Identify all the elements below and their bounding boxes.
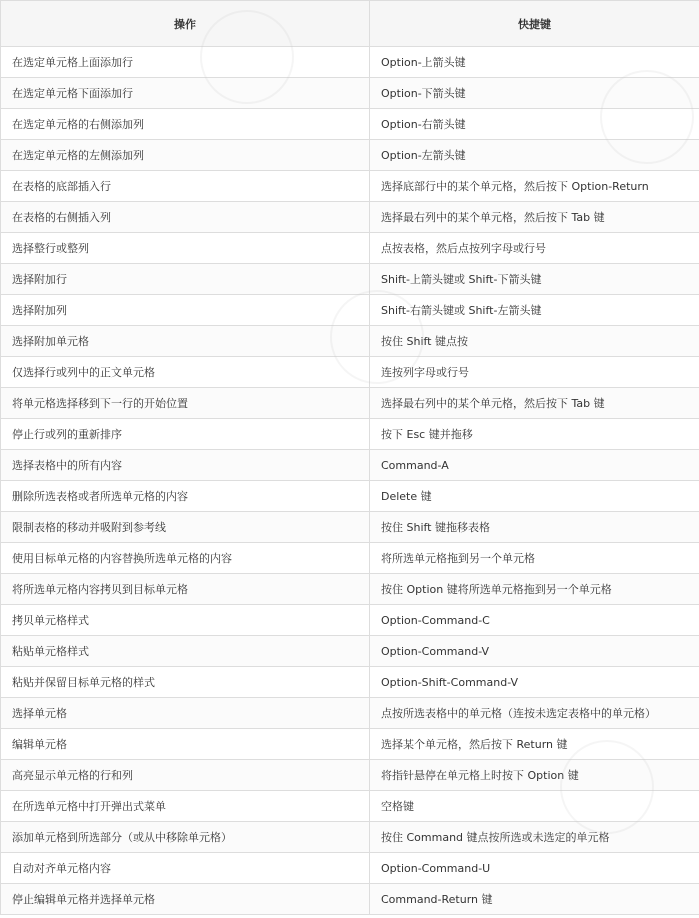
shortcut-cell: 选择某个单元格，然后按下 Return 键 — [370, 729, 699, 760]
shortcut-cell: Option-下箭头键 — [370, 78, 699, 109]
shortcut-cell: Option-Command-C — [370, 605, 699, 636]
shortcut-cell: 按住 Shift 键拖移表格 — [370, 512, 699, 543]
shortcut-cell: 按住 Option 键将所选单元格拖到另一个单元格 — [370, 574, 699, 605]
table-row — [1, 636, 699, 667]
action-cell: 在选定单元格的右侧添加列 — [1, 109, 370, 140]
shortcut-cell: 空格键 — [370, 791, 699, 822]
shortcut-cell: Option-右箭头键 — [370, 109, 699, 140]
shortcut-cell: 点按所选表格中的单元格（连按未选定表格中的单元格） — [370, 698, 699, 729]
shortcut-cell: Shift-上箭头键或 Shift-下箭头键 — [370, 264, 699, 295]
action-cell: 停止编辑单元格并选择单元格 — [1, 884, 370, 915]
table-row — [1, 140, 699, 171]
action-cell: 选择附加列 — [1, 295, 370, 326]
table-row — [1, 884, 699, 915]
shortcut-cell: Option-Command-V — [370, 636, 699, 667]
table-row — [1, 698, 699, 729]
action-cell: 选择附加行 — [1, 264, 370, 295]
header-action: 操作 — [1, 1, 370, 47]
action-cell: 删除所选表格或者所选单元格的内容 — [1, 481, 370, 512]
shortcut-cell: Command-A — [370, 450, 699, 481]
table-row — [1, 574, 699, 605]
action-cell: 选择附加单元格 — [1, 326, 370, 357]
table-row — [1, 419, 699, 450]
table-row — [1, 202, 699, 233]
table-row — [1, 512, 699, 543]
action-cell: 在所选单元格中打开弹出式菜单 — [1, 791, 370, 822]
table-row — [1, 853, 699, 884]
action-cell: 将所选单元格内容拷贝到目标单元格 — [1, 574, 370, 605]
table-row — [1, 822, 699, 853]
action-cell: 拷贝单元格样式 — [1, 605, 370, 636]
action-cell: 粘贴单元格样式 — [1, 636, 370, 667]
action-cell: 粘贴并保留目标单元格的样式 — [1, 667, 370, 698]
shortcut-cell: Delete 键 — [370, 481, 699, 512]
table-row — [1, 326, 699, 357]
header-row — [1, 1, 699, 47]
table-row — [1, 357, 699, 388]
action-cell: 在选定单元格上面添加行 — [1, 47, 370, 78]
action-cell: 限制表格的移动并吸附到参考线 — [1, 512, 370, 543]
shortcut-cell: Shift-右箭头键或 Shift-左箭头键 — [370, 295, 699, 326]
action-cell: 将单元格选择移到下一行的开始位置 — [1, 388, 370, 419]
table-row — [1, 450, 699, 481]
table-row — [1, 543, 699, 574]
shortcut-cell: 连按列字母或行号 — [370, 357, 699, 388]
table-row — [1, 729, 699, 760]
table-row — [1, 388, 699, 419]
table-row — [1, 605, 699, 636]
action-cell: 在选定单元格下面添加行 — [1, 78, 370, 109]
shortcut-cell: 点按表格，然后点按列字母或行号 — [370, 233, 699, 264]
action-cell: 添加单元格到所选部分（或从中移除单元格） — [1, 822, 370, 853]
table-row — [1, 667, 699, 698]
shortcut-cell: 选择最右列中的某个单元格，然后按下 Tab 键 — [370, 388, 699, 419]
table-row — [1, 791, 699, 822]
action-cell: 选择表格中的所有内容 — [1, 450, 370, 481]
action-cell: 在表格的右侧插入列 — [1, 202, 370, 233]
shortcut-cell: Option-Shift-Command-V — [370, 667, 699, 698]
table-row — [1, 47, 699, 78]
table-row — [1, 264, 699, 295]
table-header — [1, 1, 699, 47]
table-row — [1, 481, 699, 512]
shortcut-cell: Option-左箭头键 — [370, 140, 699, 171]
action-cell: 使用目标单元格的内容替换所选单元格的内容 — [1, 543, 370, 574]
table-row — [1, 233, 699, 264]
shortcut-cell: 将指针悬停在单元格上时按下 Option 键 — [370, 760, 699, 791]
shortcut-cell: 按下 Esc 键并拖移 — [370, 419, 699, 450]
action-cell: 自动对齐单元格内容 — [1, 853, 370, 884]
table-row — [1, 171, 699, 202]
table-row — [1, 78, 699, 109]
shortcut-cell: Option-Command-U — [370, 853, 699, 884]
action-cell: 选择整行或整列 — [1, 233, 370, 264]
table-body — [1, 47, 699, 915]
action-cell: 在表格的底部插入行 — [1, 171, 370, 202]
shortcut-cell: Command-Return 键 — [370, 884, 699, 915]
header-shortcut: 快捷键 — [370, 1, 699, 47]
action-cell: 仅选择行或列中的正文单元格 — [1, 357, 370, 388]
shortcut-cell: 按住 Command 键点按所选或未选定的单元格 — [370, 822, 699, 853]
table-row — [1, 295, 699, 326]
action-cell: 在选定单元格的左侧添加列 — [1, 140, 370, 171]
table-row — [1, 109, 699, 140]
shortcut-cell: 选择底部行中的某个单元格，然后按下 Option-Return — [370, 171, 699, 202]
shortcut-cell: 选择最右列中的某个单元格，然后按下 Tab 键 — [370, 202, 699, 233]
shortcut-cell: Option-上箭头键 — [370, 47, 699, 78]
action-cell: 高亮显示单元格的行和列 — [1, 760, 370, 791]
action-cell: 编辑单元格 — [1, 729, 370, 760]
table-row — [1, 760, 699, 791]
action-cell: 选择单元格 — [1, 698, 370, 729]
shortcut-cell: 按住 Shift 键点按 — [370, 326, 699, 357]
shortcut-cell: 将所选单元格拖到另一个单元格 — [370, 543, 699, 574]
action-cell: 停止行或列的重新排序 — [1, 419, 370, 450]
